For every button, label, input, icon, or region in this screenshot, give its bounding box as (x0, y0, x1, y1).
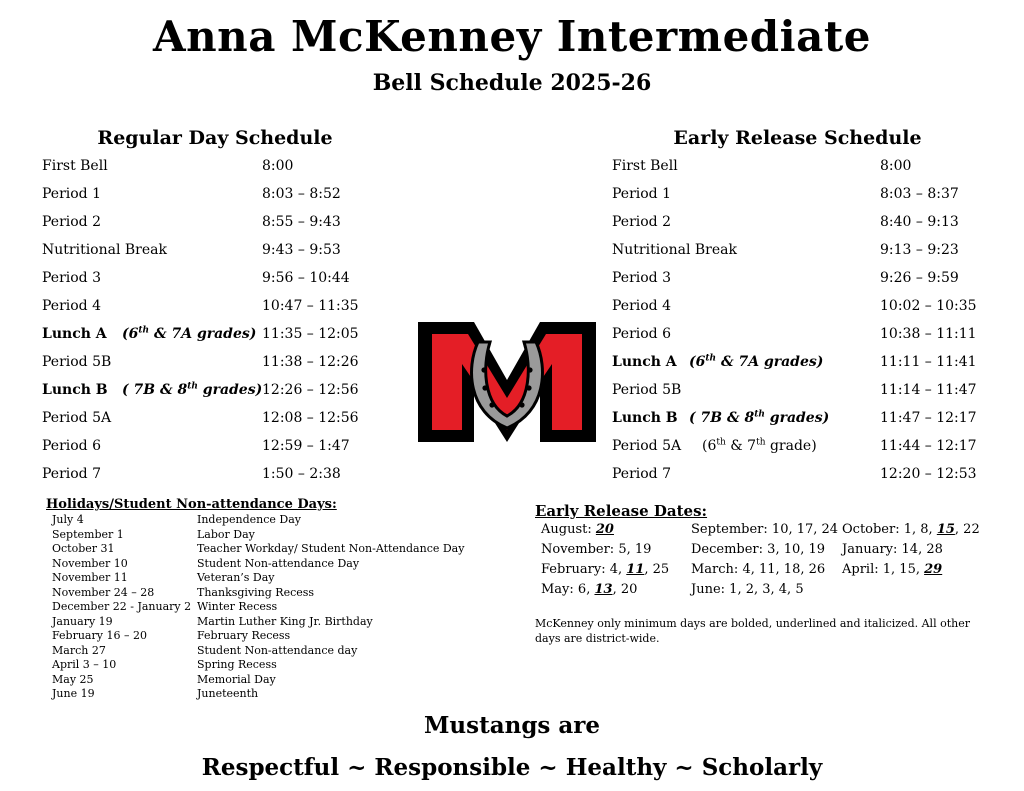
grade-note-rest: & 7A grades) (149, 326, 257, 342)
row-label: Period 5B (612, 382, 682, 398)
schedule-row (612, 212, 972, 232)
schedule-row (42, 464, 402, 484)
district-date: 14, 28 (901, 542, 943, 557)
schedule-row (42, 156, 402, 176)
holiday-date: May 25 (52, 672, 94, 686)
schedule-row (612, 324, 977, 344)
row-time: 11:14 – 11:47 (880, 382, 977, 398)
holiday-date: December 22 - January 2 (52, 600, 192, 613)
holiday-row (52, 644, 472, 658)
holiday-name: Labor Day (197, 527, 255, 541)
row-time: 10:02 – 10:35 (880, 298, 977, 314)
district-date: , 25 (644, 562, 670, 577)
schedule-row (42, 324, 402, 344)
grade-note-suffix: th (138, 325, 150, 336)
schedule-row (612, 464, 977, 484)
holiday-row (52, 687, 472, 701)
schedule-row (42, 240, 402, 260)
row-time: 10:38 – 11:11 (880, 326, 977, 342)
row-label: Lunch B (42, 382, 108, 398)
month-label: February: (541, 562, 610, 577)
row-time: 11:11 – 11:41 (880, 354, 977, 370)
grade-note-prefix: ( 7B & 8 (122, 382, 188, 398)
schedule-row (612, 268, 972, 288)
grade-note-rest: grades) (197, 382, 263, 398)
schedule-row (612, 156, 972, 176)
row-time: 9:13 – 9:23 (880, 242, 959, 258)
holiday-row (52, 673, 472, 687)
grade-note (122, 324, 256, 344)
row-time: 11:47 – 12:17 (880, 410, 977, 426)
row-label: Lunch A (612, 354, 677, 370)
holiday-date: October 31 (52, 542, 115, 555)
early-release-month (842, 562, 942, 577)
holiday-name: Teacher Workday/ Student Non-Attendance Day (197, 542, 465, 555)
row-label: Lunch A (42, 326, 107, 342)
grade-note-rest: grades) (764, 410, 830, 426)
holiday-name: Veteran’s Day (197, 571, 275, 584)
holiday-name: Independence Day (197, 513, 302, 526)
early-release-month (541, 582, 637, 597)
row-time: 8:03 – 8:37 (880, 186, 959, 202)
holiday-row (52, 542, 472, 556)
early-release-schedule-heading: Early Release Schedule (673, 127, 922, 149)
motto-line-1: Mustangs are (423, 712, 601, 739)
holiday-date: November 24 – 28 (52, 585, 155, 599)
row-label: First Bell (42, 158, 108, 174)
holiday-date: April 3 – 10 (52, 658, 117, 671)
early-release-month (842, 522, 980, 537)
district-date: , 20 (612, 582, 638, 597)
row-time: 8:55 – 9:43 (262, 214, 341, 230)
grade-note-mid: & 7 (725, 438, 757, 454)
holiday-row (52, 629, 472, 643)
early-release-month (691, 562, 825, 577)
schedule-row (42, 212, 402, 232)
schedule-row (612, 240, 972, 260)
grade-note-prefix: ( 7B & 8 (689, 410, 755, 426)
month-label: June: (691, 582, 730, 597)
holiday-name: Memorial Day (197, 672, 276, 686)
row-label: Period 3 (42, 270, 101, 286)
district-date: 1, 8, (903, 522, 937, 537)
row-label: Period 5B (42, 354, 112, 370)
district-date: , 22 (954, 522, 980, 537)
schedule-row (42, 408, 402, 428)
row-time: 12:20 – 12:53 (880, 466, 977, 482)
row-time: 8:00 (262, 158, 294, 174)
grade-note-suffix: th (716, 437, 726, 448)
holiday-date: July 4 (52, 513, 84, 526)
early-release-month (842, 542, 943, 557)
early-release-dates-heading: Early Release Dates: (535, 502, 708, 520)
row-label: First Bell (612, 158, 678, 174)
row-time: 12:08 – 12:56 (262, 410, 359, 426)
holiday-date: September 1 (52, 527, 124, 541)
schedule-row (42, 268, 402, 288)
row-time: 8:40 – 9:13 (880, 214, 959, 230)
row-label: Nutritional Break (612, 242, 737, 258)
grade-note-suffix: th (754, 409, 765, 420)
early-release-month (541, 562, 669, 577)
month-label: April: (842, 562, 883, 577)
row-time: 11:35 – 12:05 (262, 326, 359, 342)
holiday-date: January 19 (52, 614, 113, 628)
schedule-row (42, 436, 402, 456)
row-time: 10:47 – 11:35 (262, 298, 359, 314)
district-date: 1, 15, (882, 562, 925, 577)
month-label: October: (842, 522, 904, 537)
grade-note-suffix-2: th (756, 437, 766, 448)
mustangs-m-horseshoe-logo (416, 318, 598, 446)
row-time: 9:26 – 9:59 (880, 270, 959, 286)
row-label: Lunch B (612, 410, 678, 426)
grade-note-rest: & 7A grades) (716, 354, 824, 370)
grade-note-number: 6 (128, 326, 139, 342)
holiday-name: Student Non-attendance Day (197, 556, 360, 570)
row-label: Period 4 (612, 298, 671, 314)
schedule-row (42, 184, 402, 204)
row-label: Period 6 (612, 326, 671, 342)
regular-schedule-heading: Regular Day Schedule (97, 127, 333, 149)
early-release-month (541, 542, 651, 557)
row-time: 12:59 – 1:47 (262, 438, 350, 454)
row-label: Period 1 (612, 186, 671, 202)
mckenney-only-date: 20 (595, 522, 614, 537)
month-label: September: (691, 522, 772, 537)
holiday-date: February 16 – 20 (52, 629, 147, 642)
holiday-row (52, 586, 472, 600)
row-time: 8:03 – 8:52 (262, 186, 341, 202)
district-date: 10, 17, 24 (771, 522, 839, 537)
holiday-date: November 10 (52, 556, 128, 570)
grade-note (122, 380, 262, 400)
holiday-date: November 11 (52, 571, 128, 584)
holiday-name: Winter Recess (197, 600, 278, 613)
row-label: Period 5A (612, 438, 682, 454)
early-release-month (691, 522, 838, 537)
mckenney-only-date: 11 (626, 562, 645, 577)
holiday-row (52, 528, 472, 542)
district-date: 3, 10, 19 (767, 542, 826, 557)
schedule-row (612, 352, 977, 372)
row-time: 12:26 – 12:56 (262, 382, 359, 398)
holidays-heading: Holidays/Student Non-attendance Days: (46, 497, 337, 512)
holiday-row (52, 571, 472, 585)
row-time: 9:56 – 10:44 (262, 270, 350, 286)
holiday-name: Martin Luther King Jr. Birthday (197, 614, 373, 628)
schedule-row (612, 408, 977, 428)
district-date: 5, 19 (618, 542, 652, 557)
holiday-name: Thanksgiving Recess (197, 585, 315, 599)
district-date: 4, 11, 18, 26 (742, 562, 826, 577)
school-title: Anna McKenney Intermediate (153, 12, 871, 61)
mckenney-only-date: 29 (924, 562, 943, 577)
grade-note (689, 352, 823, 372)
row-label: Period 6 (42, 438, 101, 454)
row-label: Nutritional Break (42, 242, 167, 258)
row-label: Period 4 (42, 298, 101, 314)
grade-note-prefix: ( (122, 326, 129, 342)
row-time: 8:00 (880, 158, 912, 174)
grade-note (702, 436, 817, 456)
early-release-month (691, 542, 825, 557)
schedule-row (42, 380, 402, 400)
grade-note (689, 408, 829, 428)
mckenney-only-date: 13 (594, 582, 613, 597)
holiday-row (52, 600, 472, 614)
month-label: December: (691, 542, 768, 557)
holiday-name: February Recess (197, 629, 291, 642)
grade-note-suffix: th (705, 353, 717, 364)
row-label: Period 1 (42, 186, 101, 202)
month-label: November: (541, 542, 619, 557)
row-label: Period 3 (612, 270, 671, 286)
row-time: 9:43 – 9:53 (262, 242, 341, 258)
schedule-row (612, 380, 977, 400)
row-label: Period 2 (42, 214, 101, 230)
schedule-row (612, 436, 977, 456)
holiday-name: Student Non-attendance day (197, 643, 358, 657)
holiday-date: March 27 (52, 643, 106, 657)
row-label: Period 2 (612, 214, 671, 230)
holiday-row (52, 557, 472, 571)
schedule-row (612, 184, 972, 204)
grade-note-rest: grade) (765, 438, 817, 454)
holiday-row (52, 513, 472, 527)
mckenney-only-date: 15 (936, 522, 955, 537)
holiday-name: Spring Recess (197, 658, 277, 671)
grade-note-suffix: th (187, 381, 198, 392)
month-label: March: (691, 562, 743, 577)
holiday-row (52, 615, 472, 629)
row-label: Period 7 (612, 466, 671, 482)
row-time: 11:38 – 12:26 (262, 354, 359, 370)
schedule-subtitle: Bell Schedule 2025-26 (372, 70, 652, 96)
row-time: 1:50 – 2:38 (262, 466, 341, 482)
district-date: 4, (609, 562, 627, 577)
row-label: Period 5A (42, 410, 112, 426)
month-label: January: (842, 542, 902, 557)
schedule-row (42, 352, 402, 372)
schedule-row (612, 296, 977, 316)
early-release-footnote: McKenney only minimum days are bolded, underlined and italicized. All other days are district-wide. (535, 617, 970, 645)
schedule-row (42, 296, 402, 316)
early-release-month (541, 522, 614, 537)
month-label: May: (541, 582, 578, 597)
row-label: Period 7 (42, 466, 101, 482)
district-date: 6, (577, 582, 595, 597)
early-release-month (691, 582, 804, 597)
holiday-date: June 19 (52, 687, 95, 700)
holiday-row (52, 658, 472, 672)
grade-note-prefix: (6 (689, 354, 706, 370)
district-date: 1, 2, 3, 4, 5 (729, 582, 804, 597)
month-label: August: (541, 522, 596, 537)
motto-line-2: Respectful ~ Responsible ~ Healthy ~ Scholarly (201, 754, 823, 781)
holiday-name: Juneteenth (197, 687, 259, 700)
grade-note-prefix: (6 (702, 438, 717, 454)
row-time: 11:44 – 12:17 (880, 438, 977, 454)
